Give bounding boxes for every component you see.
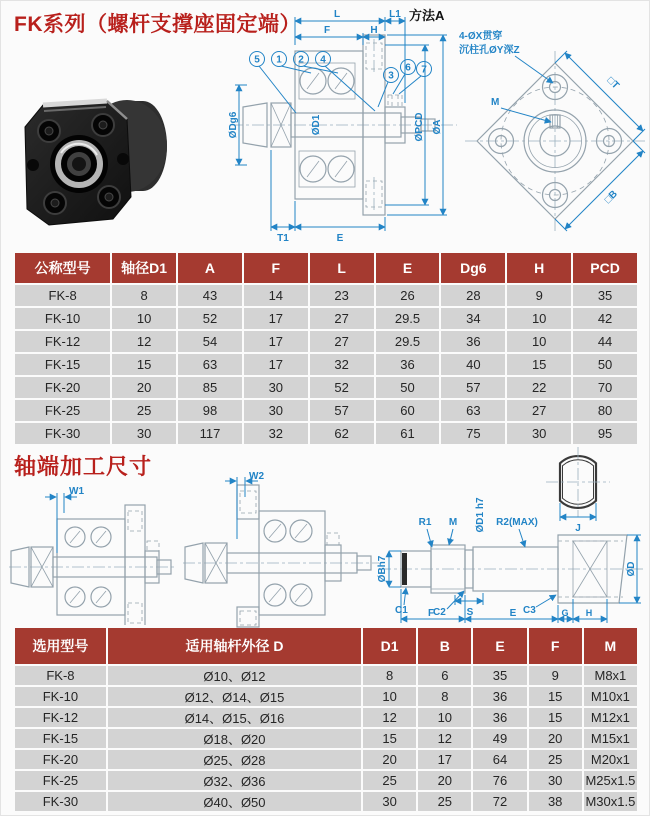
value-cell: 20 bbox=[529, 729, 582, 748]
svg-text:J: J bbox=[575, 523, 581, 534]
dimensions bbox=[228, 9, 447, 244]
model-cell: FK-20 bbox=[15, 377, 110, 398]
model-cell: FK-15 bbox=[15, 354, 110, 375]
value-cell: 22 bbox=[507, 377, 571, 398]
part-outline bbox=[465, 51, 645, 231]
value-cell: 20 bbox=[112, 377, 176, 398]
value-cell: 8 bbox=[363, 666, 416, 685]
value-cell: 54 bbox=[178, 331, 242, 352]
page-title: FK系列（螺杆支撑座固定端） bbox=[14, 13, 301, 36]
value-cell: Ø14、Ø15、Ø16 bbox=[108, 708, 361, 727]
value-cell: M25x1.5 bbox=[585, 773, 636, 788]
j-cross-section bbox=[546, 447, 610, 534]
value-cell: 36 bbox=[441, 331, 505, 352]
svg-text:3: 3 bbox=[388, 70, 394, 82]
svg-text:沉柱孔ØY深Z: 沉柱孔ØY深Z bbox=[459, 45, 520, 56]
model-cell: FK-10 bbox=[15, 308, 110, 329]
value-cell: M20x1 bbox=[584, 750, 637, 769]
model-cell: FK-10 bbox=[15, 687, 106, 706]
value-cell: 12 bbox=[363, 708, 416, 727]
value-cell: 8 bbox=[112, 285, 176, 306]
section-title-shaft-end: 轴端加工尺寸 bbox=[14, 454, 153, 479]
value-cell: 49 bbox=[473, 729, 526, 748]
svg-text:7: 7 bbox=[421, 64, 427, 76]
svg-text:S: S bbox=[466, 607, 474, 618]
value-cell: 40 bbox=[441, 354, 505, 375]
table-row bbox=[15, 750, 637, 769]
column-header: B bbox=[418, 628, 471, 664]
svg-text:F: F bbox=[323, 25, 331, 36]
value-cell: Ø12、Ø14、Ø15 bbox=[108, 687, 361, 706]
value-cell: 62 bbox=[310, 423, 374, 444]
value-cell: 10 bbox=[363, 687, 416, 706]
column-header: E bbox=[376, 253, 440, 283]
value-cell: 14 bbox=[244, 285, 308, 306]
value-cell: 23 bbox=[310, 285, 374, 306]
column-header: H bbox=[507, 253, 571, 283]
svg-text:W2: W2 bbox=[249, 471, 264, 482]
svg-text:L: L bbox=[333, 9, 341, 20]
svg-text:E: E bbox=[336, 233, 344, 244]
part-outline bbox=[9, 505, 177, 625]
value-cell: 36 bbox=[473, 708, 526, 727]
w1-machining-drawing bbox=[7, 483, 181, 625]
svg-text:M: M bbox=[491, 97, 500, 108]
column-header: 公称型号 bbox=[15, 253, 110, 283]
value-cell: 57 bbox=[441, 377, 505, 398]
value-cell: 52 bbox=[178, 308, 242, 329]
svg-text:C3: C3 bbox=[523, 605, 536, 616]
value-cell: 75 bbox=[441, 423, 505, 444]
table-row bbox=[15, 377, 637, 398]
value-cell: 17 bbox=[244, 331, 308, 352]
svg-text:6: 6 bbox=[405, 62, 411, 74]
svg-text:1: 1 bbox=[276, 54, 282, 66]
svg-text:ØD1: ØD1 bbox=[311, 114, 322, 136]
value-cell: 10 bbox=[507, 331, 571, 352]
value-cell: 12 bbox=[112, 331, 176, 352]
svg-text:H: H bbox=[370, 25, 378, 36]
value-cell: 43 bbox=[178, 285, 242, 306]
table-row bbox=[15, 285, 637, 306]
value-cell: 25 bbox=[112, 400, 176, 421]
value-cell: 15 bbox=[507, 354, 571, 375]
svg-text:ØDg6: ØDg6 bbox=[228, 111, 239, 139]
value-cell: 25 bbox=[363, 771, 416, 790]
value-cell: M15x1 bbox=[584, 729, 637, 748]
value-cell: 8 bbox=[418, 687, 471, 706]
value-cell: 85 bbox=[178, 377, 242, 398]
w2-machining-drawing bbox=[181, 469, 383, 631]
value-cell: 12 bbox=[418, 729, 471, 748]
value-cell: 15 bbox=[529, 708, 582, 727]
value-cell: 64 bbox=[473, 750, 526, 769]
value-cell: 63 bbox=[178, 354, 242, 375]
value-cell: 34 bbox=[441, 308, 505, 329]
value-cell: 95 bbox=[573, 423, 637, 444]
table-row bbox=[15, 666, 637, 685]
column-header: D1 bbox=[363, 628, 416, 664]
value-cell: 30 bbox=[507, 423, 571, 444]
value-cell: 50 bbox=[376, 377, 440, 398]
svg-text:E: E bbox=[509, 608, 517, 619]
svg-text:F: F bbox=[427, 608, 435, 619]
method-a-label: 方法A bbox=[409, 8, 445, 23]
value-cell: 98 bbox=[178, 400, 242, 421]
value-cell: 30 bbox=[244, 400, 308, 421]
svg-text:□T: □T bbox=[604, 75, 621, 92]
value-cell: 44 bbox=[573, 331, 637, 352]
value-cell: 9 bbox=[507, 285, 571, 306]
table-row bbox=[15, 708, 637, 727]
table-header-row bbox=[15, 253, 637, 283]
model-cell: FK-8 bbox=[15, 666, 106, 685]
model-cell: FK-25 bbox=[15, 400, 110, 421]
column-header: A bbox=[178, 253, 242, 283]
value-cell: 30 bbox=[529, 771, 582, 790]
table-row bbox=[15, 771, 637, 790]
svg-text:H: H bbox=[585, 608, 593, 618]
value-cell: 61 bbox=[376, 423, 440, 444]
value-cell: 26 bbox=[376, 285, 440, 306]
value-cell: Ø10、Ø12 bbox=[108, 666, 361, 685]
dimensions bbox=[377, 497, 641, 623]
column-header: M bbox=[584, 628, 637, 664]
column-header: F bbox=[529, 628, 582, 664]
value-cell: 29.5 bbox=[376, 308, 440, 329]
model-cell: FK-20 bbox=[15, 750, 106, 769]
model-cell: FK-30 bbox=[15, 792, 106, 811]
value-cell: 35 bbox=[573, 285, 637, 306]
table-row bbox=[15, 354, 637, 375]
value-cell: 15 bbox=[529, 687, 582, 706]
column-header: F bbox=[244, 253, 308, 283]
value-cell: 36 bbox=[376, 354, 440, 375]
value-cell: 32 bbox=[310, 354, 374, 375]
value-cell: M30x1.5 bbox=[585, 794, 636, 809]
value-cell: 25 bbox=[529, 750, 582, 769]
value-cell: Ø25、Ø28 bbox=[108, 750, 361, 769]
column-header: E bbox=[473, 628, 526, 664]
svg-text:C1: C1 bbox=[395, 605, 408, 616]
value-cell: 42 bbox=[573, 308, 637, 329]
model-cell: FK-12 bbox=[15, 331, 110, 352]
value-cell: 70 bbox=[573, 377, 637, 398]
model-cell: FK-30 bbox=[15, 423, 110, 444]
shaft-machining-drawing bbox=[373, 437, 649, 629]
table-row bbox=[15, 331, 637, 352]
fk-selection-table bbox=[13, 626, 639, 813]
value-cell: 117 bbox=[178, 423, 242, 444]
value-cell: 36 bbox=[473, 687, 526, 706]
value-cell: 20 bbox=[418, 771, 471, 790]
table-row bbox=[15, 729, 637, 748]
value-cell: 29.5 bbox=[376, 331, 440, 352]
shaft-profile bbox=[379, 535, 643, 603]
column-header: 选用型号 bbox=[15, 628, 106, 664]
value-cell: M10x1 bbox=[584, 687, 637, 706]
value-cell: 10 bbox=[112, 308, 176, 329]
column-header: L bbox=[310, 253, 374, 283]
value-cell: 60 bbox=[376, 400, 440, 421]
value-cell: 57 bbox=[310, 400, 374, 421]
svg-text:ØA: ØA bbox=[432, 119, 443, 135]
part-outline bbox=[183, 485, 379, 627]
value-cell: 28 bbox=[441, 285, 505, 306]
table-row bbox=[15, 792, 637, 811]
table-row bbox=[15, 400, 637, 421]
dimensions bbox=[458, 29, 645, 231]
svg-text:4-ØX贯穿: 4-ØX贯穿 bbox=[459, 31, 503, 42]
svg-text:R2(MAX): R2(MAX) bbox=[496, 517, 538, 528]
value-cell: 52 bbox=[310, 377, 374, 398]
value-cell: 15 bbox=[363, 729, 416, 748]
value-cell: 27 bbox=[507, 400, 571, 421]
svg-text:4: 4 bbox=[320, 54, 326, 66]
value-cell: 20 bbox=[363, 750, 416, 769]
value-cell: Ø40、Ø50 bbox=[108, 792, 361, 811]
svg-text:□B: □B bbox=[602, 188, 620, 206]
svg-text:R1: R1 bbox=[418, 517, 432, 528]
value-cell: 30 bbox=[112, 423, 176, 444]
value-cell: 30 bbox=[363, 792, 416, 811]
svg-text:ØD1 h7: ØD1 h7 bbox=[475, 497, 486, 533]
svg-text:2: 2 bbox=[298, 54, 304, 66]
svg-text:5: 5 bbox=[254, 54, 260, 66]
value-cell: 76 bbox=[473, 771, 526, 790]
table-row bbox=[15, 308, 637, 329]
svg-text:ØPCD: ØPCD bbox=[414, 112, 425, 142]
value-cell: 63 bbox=[441, 400, 505, 421]
value-cell: M8x1 bbox=[584, 666, 637, 685]
value-cell: 32 bbox=[244, 423, 308, 444]
flange-view-drawing bbox=[453, 23, 649, 239]
svg-text:W1: W1 bbox=[69, 486, 84, 497]
value-cell: M12x1 bbox=[584, 708, 637, 727]
value-cell: 72 bbox=[473, 792, 526, 811]
value-cell: 38 bbox=[529, 792, 582, 811]
value-cell: Ø32、Ø36 bbox=[108, 771, 361, 790]
svg-text:L1: L1 bbox=[389, 9, 401, 20]
value-cell: 35 bbox=[473, 666, 526, 685]
value-cell: 27 bbox=[310, 308, 374, 329]
svg-text:M: M bbox=[448, 517, 458, 528]
table-row bbox=[15, 687, 637, 706]
value-cell: 80 bbox=[573, 400, 637, 421]
column-header: 轴径D1 bbox=[112, 253, 176, 283]
bearing-housing-photo bbox=[25, 100, 167, 225]
column-header: Dg6 bbox=[441, 253, 505, 283]
svg-text:C2: C2 bbox=[433, 607, 446, 618]
model-cell: FK-12 bbox=[15, 708, 106, 727]
value-cell: Ø18、Ø20 bbox=[108, 729, 361, 748]
model-cell: FK-8 bbox=[15, 285, 110, 306]
table-header-row bbox=[15, 628, 637, 664]
svg-text:ØBh7: ØBh7 bbox=[377, 555, 388, 583]
value-cell: 6 bbox=[418, 666, 471, 685]
value-cell: 30 bbox=[244, 377, 308, 398]
value-cell: 17 bbox=[244, 354, 308, 375]
svg-text:ØD: ØD bbox=[626, 561, 637, 577]
value-cell: 27 bbox=[310, 331, 374, 352]
value-cell: 17 bbox=[418, 750, 471, 769]
model-cell: FK-15 bbox=[15, 729, 106, 748]
value-cell: 50 bbox=[573, 354, 637, 375]
column-header: PCD bbox=[573, 253, 637, 283]
svg-text:T1: T1 bbox=[277, 233, 289, 244]
svg-text:G: G bbox=[561, 608, 569, 618]
value-cell: 9 bbox=[529, 666, 582, 685]
model-cell: FK-25 bbox=[15, 771, 106, 790]
column-header: 适用轴杆外径 D bbox=[108, 628, 361, 664]
fk-dimensions-table bbox=[13, 251, 639, 446]
product-photo bbox=[9, 67, 171, 243]
value-cell: 10 bbox=[418, 708, 471, 727]
section-drawing bbox=[227, 5, 463, 245]
value-cell: 25 bbox=[418, 792, 471, 811]
value-cell: 17 bbox=[244, 308, 308, 329]
value-cell: 10 bbox=[507, 308, 571, 329]
value-cell: 15 bbox=[112, 354, 176, 375]
